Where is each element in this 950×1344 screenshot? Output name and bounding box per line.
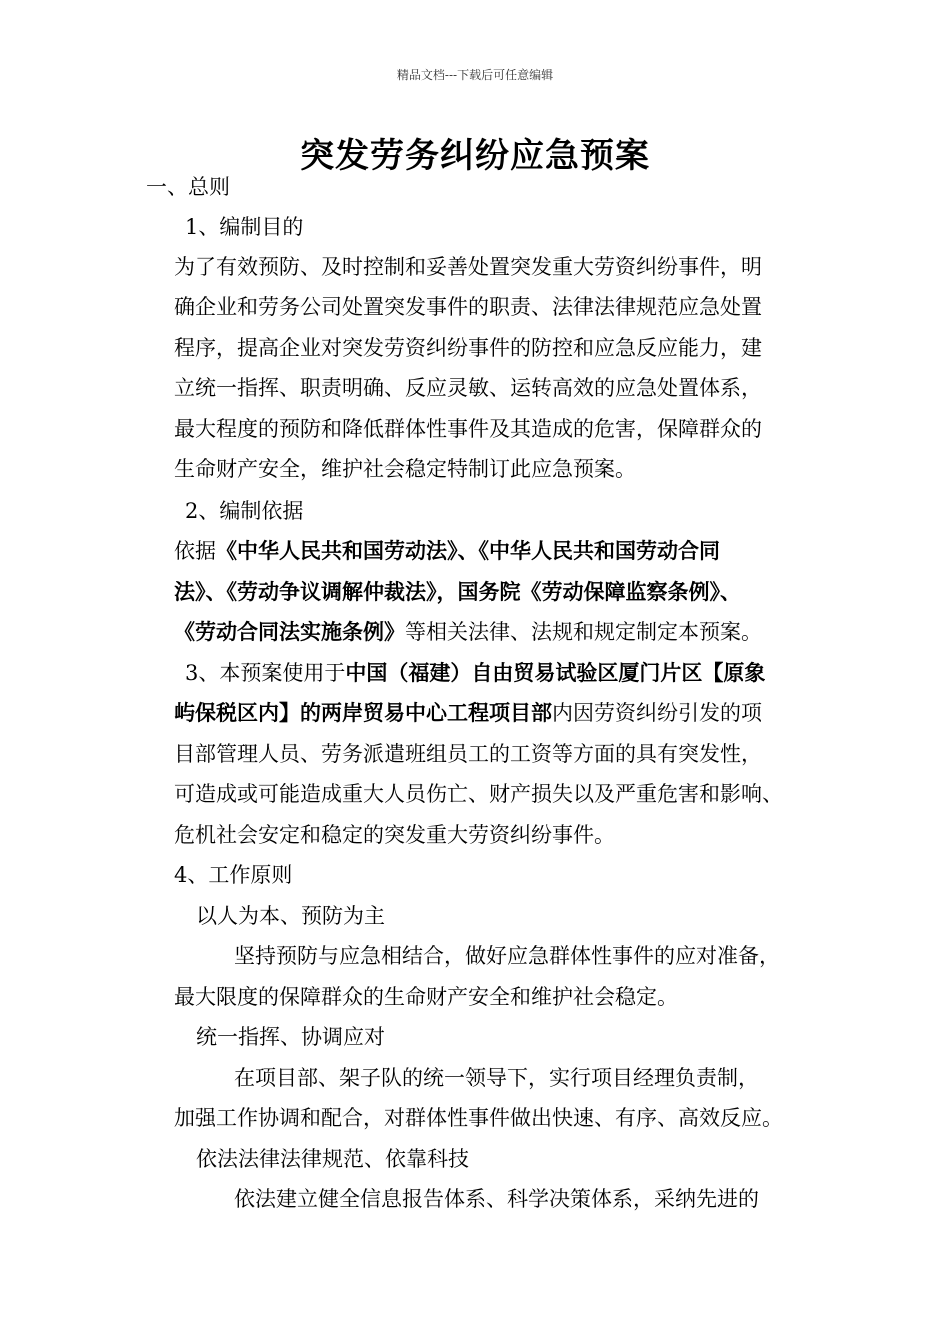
item1-line-5: 最大程度的预防和降低群体性事件及其造成的危害，保障群众的 [174,417,762,441]
item2-line-1-bold: 《中华人民共和国劳动法》、《中华人民共和国劳动合同 [216,538,720,563]
section-heading-general: 一、总则 [146,175,230,199]
principle-3-heading: 依法法律法律规范、依靠科技 [196,1147,469,1171]
item1-heading: 1、编制目的 [185,215,304,239]
principle-2-line-2: 加强工作协调和配合，对群体性事件做出快速、有序、高效反应。 [174,1106,783,1130]
principle-1-line-1: 坚持预防与应急相结合，做好应急群体性事件的应对准备， [234,944,780,968]
document-title: 突发劳务纠纷应急预案 [300,136,650,176]
item1-line-1: 为了有效预防、及时控制和妥善处置突发重大劳资纠纷事件，明 [174,255,762,279]
item1-line-4: 立统一指挥、职责明确、反应灵敏、运转高效的应急处置体系， [174,376,762,400]
item4-heading: 4、工作原则 [174,863,293,887]
item2-line-3-bold: 《劳动合同法实施条例》 [174,619,405,644]
item2-line-3 [174,617,762,647]
item2-line-2: 法》、《劳动争议调解仲裁法》，国务院《劳动保障监察条例》、 [174,579,741,604]
item3-line-2 [174,698,762,728]
principle-1-line-2: 最大限度的保障群众的生命财产安全和维护社会稳定。 [174,985,678,1009]
item2-line-3-plain: 等相关法律、法规和规定制定本预案。 [405,620,762,644]
item3-line-1-plain: 3、本预案使用于 [185,661,346,685]
item3-line-5: 危机社会安定和稳定的突发重大劳资纠纷事件。 [174,823,615,847]
principle-2-heading: 统一指挥、协调应对 [196,1025,385,1049]
item3-line-1 [185,658,765,688]
item1-line-6: 生命财产安全，维护社会稳定特制订此应急预案。 [174,457,636,481]
item3-line-4: 可造成或可能造成重大人员伤亡、财产损失以及严重危害和影响、 [174,782,783,806]
item2-line-1 [174,536,720,566]
page-header: 精品文档---下载后可任意编辑 [396,68,554,82]
principle-1-heading: 以人为本、预防为主 [196,904,385,928]
item3-line-2-bold: 屿保税区内】的两岸贸易中心工程项目部 [174,700,552,725]
item3-line-1-bold: 中国（福建）自由贸易试验区厦门片区【原象 [345,660,766,685]
item2-line-1-plain: 依据 [174,539,216,563]
item3-line-2-plain: 内因劳资纠纷引发的项 [552,701,762,725]
item1-line-2: 确企业和劳务公司处置突发事件的职责、法律法律规范应急处置 [174,295,762,319]
principle-2-line-1: 在项目部、架子队的统一领导下，实行项目经理负责制， [234,1066,759,1090]
item1-line-3: 程序，提高企业对突发劳资纠纷事件的防控和应急反应能力，建 [174,336,762,360]
item2-heading: 2、编制依据 [185,499,304,523]
principle-3-line-1: 依法建立健全信息报告体系、科学决策体系，采纳先进的 [234,1187,759,1211]
item3-line-3: 目部管理人员、劳务派遣班组员工的工资等方面的具有突发性， [174,742,762,766]
